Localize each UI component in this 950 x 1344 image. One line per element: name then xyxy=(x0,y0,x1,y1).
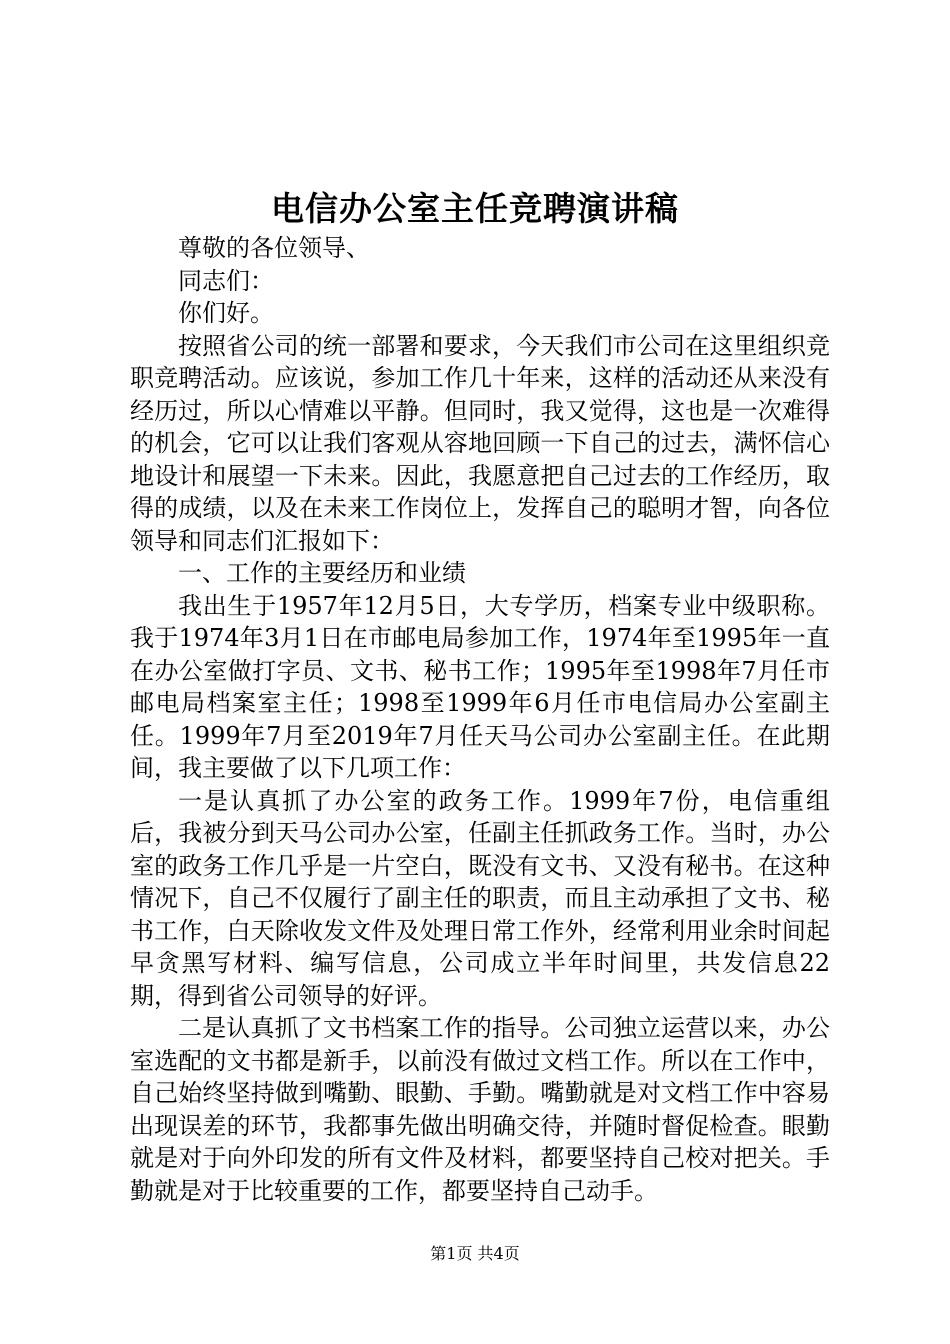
section-heading: 一、工作的主要经历和业绩 xyxy=(178,559,466,587)
paragraph-background: 我出生于1957年12月5日，大专学历，档案专业中级职称。我于1974年3月1日在市邮电局参加工作，1974年至1995年一直在办公室做打字员、文书、秘书工作；1995年至1998年7月任市邮电局档案室主任；1998至1999年6月任市电信局办公室副主任。1999年7月至2019年7月任天马公司办公室副主任。在此期间，我主要做了以下几项工作： xyxy=(130,591,830,782)
paragraph-introduction: 按照省公司的统一部署和要求，今天我们市公司在这里组织竞职竞聘活动。应该说，参加工作几十年来，这样的活动还从来没有经历过，所以心情难以平静。但同时，我又觉得，这也是一次难得的机会，它可以让我们客观从容地回顾一下自己的过去，满怀信心地设计和展望一下未来。因此，我愿意把自己过去的工作经历，取得的成绩，以及在未来工作岗位上，发挥自己的聪明才智，向各位领导和同志们汇报如下： xyxy=(130,331,830,555)
paragraph-work-item-1: 一是认真抓了办公室的政务工作。1999年7份，电信重组后，我被分到天马公司办公室，任副主任抓政务工作。当时，办公室的政务工作几乎是一片空白，既没有文书、又没有秘书。在这种情况下，自己不仅履行了副主任的职责，而且主动承担了文书、秘书工作，白天除收发文件及处理日常工作外，经常利用业余时间起早贪黑写材料、编写信息，公司成立半年时间里，共发信息22期，得到省公司领导的好评。 xyxy=(130,786,830,1010)
document-body xyxy=(130,232,830,1207)
document-title: 电信办公室主任竞聘演讲稿 xyxy=(271,189,679,228)
paragraph-salutation-1: 尊敬的各位领导、 xyxy=(178,234,370,262)
paragraph-greeting: 你们好。 xyxy=(178,299,274,327)
page-footer: 第1页 共4页 xyxy=(430,1244,520,1263)
paragraph-work-item-2: 二是认真抓了文书档案工作的指导。公司独立运营以来，办公室选配的文书都是新手，以前没有做过文档工作。所以在工作中，自己始终坚持做到嘴勤、眼勤、手勤。嘴勤就是对文档工作中容易出现误差的环节，我都事先做出明确交待，并随时督促检查。眼勤就是对于向外印发的所有文件及材料，都要坚持自己校对把关。手勤就是对于比较重要的工作，都要坚持自己动手。 xyxy=(130,1014,830,1205)
paragraph-salutation-2: 同志们： xyxy=(178,266,274,295)
